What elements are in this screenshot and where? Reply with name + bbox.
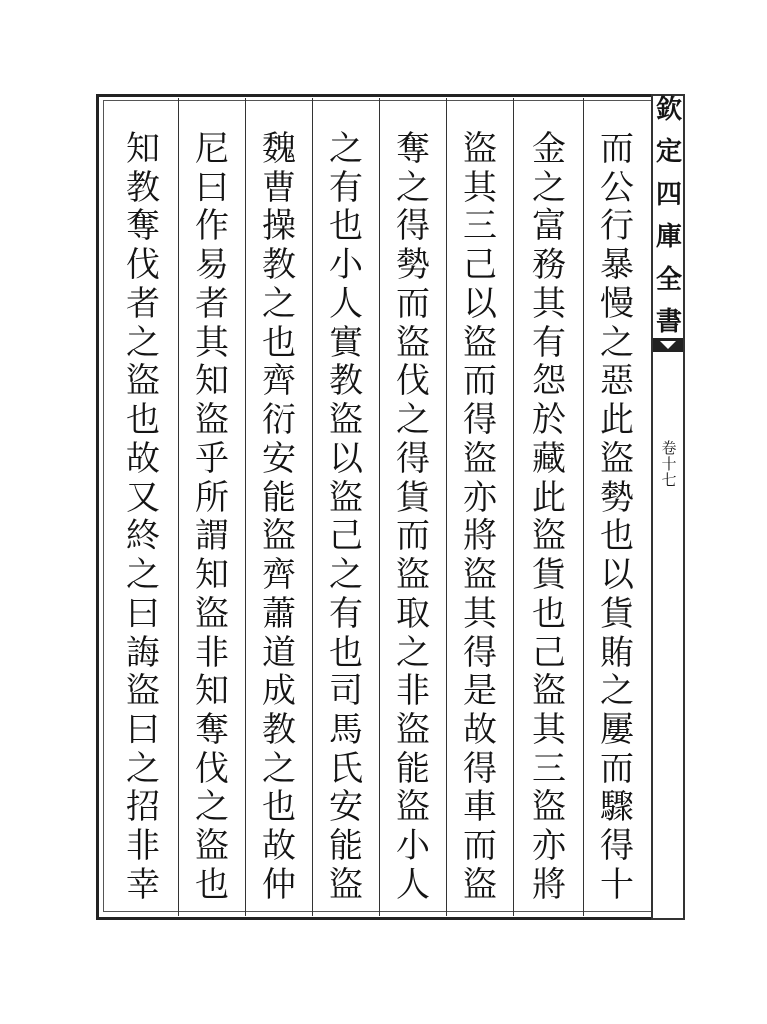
- character: 盜: [195, 593, 229, 634]
- character: 貨: [532, 555, 566, 596]
- character: 有: [532, 322, 566, 363]
- character: 其: [463, 593, 497, 634]
- character: 有: [329, 167, 363, 208]
- character: 也: [329, 632, 363, 673]
- character: 盜: [126, 361, 160, 402]
- character: 以: [463, 283, 497, 324]
- character: 得: [463, 748, 497, 789]
- character: 道: [262, 632, 296, 673]
- text-column-8: [110, 129, 176, 905]
- character: 誨: [126, 632, 160, 673]
- character: 勢: [396, 245, 430, 286]
- character: 非: [396, 671, 430, 712]
- character: 惡: [600, 361, 634, 402]
- character: 盜: [396, 322, 430, 363]
- character: 乎: [195, 438, 229, 479]
- character: 者: [126, 283, 160, 324]
- character: 藏: [532, 438, 566, 479]
- text-column-3: [447, 129, 513, 905]
- character: 終: [126, 516, 160, 557]
- character: 知: [195, 361, 229, 402]
- character: 知: [195, 555, 229, 596]
- character: 人: [329, 283, 363, 324]
- character: 車: [463, 787, 497, 828]
- character: 也: [329, 206, 363, 247]
- character: 之: [126, 322, 160, 363]
- character: 富: [532, 206, 566, 247]
- character: 安: [329, 787, 363, 828]
- character: 之: [329, 555, 363, 596]
- text-column-1: [584, 129, 650, 905]
- character: 公: [600, 167, 634, 208]
- character: 人: [396, 864, 430, 905]
- character: 伐: [195, 748, 229, 789]
- character: 奪: [126, 206, 160, 247]
- character: 盜: [126, 671, 160, 712]
- character: 又: [126, 477, 160, 518]
- character: 也: [262, 787, 296, 828]
- character: 十: [661, 455, 677, 473]
- character: 蕭: [262, 593, 296, 634]
- character: 故: [463, 710, 497, 751]
- character: 非: [195, 632, 229, 673]
- character: 易: [195, 245, 229, 286]
- character: 是: [463, 671, 497, 712]
- character: 仲: [262, 864, 296, 905]
- character: 氏: [329, 748, 363, 789]
- character: 其: [532, 283, 566, 324]
- character: 而: [396, 283, 430, 324]
- book-title: [654, 96, 684, 336]
- character: 非: [126, 826, 160, 867]
- character: 成: [262, 671, 296, 712]
- character: 慢: [600, 283, 634, 324]
- character: 盜: [396, 555, 430, 596]
- character: 曹: [262, 167, 296, 208]
- character: 也: [262, 322, 296, 363]
- character: 操: [262, 206, 296, 247]
- character: 屢: [600, 710, 634, 751]
- character: 之: [126, 748, 160, 789]
- character: 幸: [126, 864, 160, 905]
- character: 故: [262, 826, 296, 867]
- character: 有: [329, 593, 363, 634]
- character: 能: [329, 826, 363, 867]
- character: 盜: [195, 400, 229, 441]
- character: 盜: [329, 477, 363, 518]
- character: 能: [396, 748, 430, 789]
- character: 而: [463, 361, 497, 402]
- character: 賄: [600, 632, 634, 673]
- character: 己: [532, 632, 566, 673]
- character: 盜: [463, 322, 497, 363]
- character: 之: [396, 167, 430, 208]
- character: 得: [463, 400, 497, 441]
- character: 得: [463, 632, 497, 673]
- character: 將: [463, 516, 497, 557]
- character: 故: [126, 438, 160, 479]
- character: 此: [600, 400, 634, 441]
- character: 所: [195, 477, 229, 518]
- character: 驟: [600, 787, 634, 828]
- character: 此: [532, 477, 566, 518]
- text-column-5: [313, 129, 379, 905]
- character: 也: [532, 593, 566, 634]
- character: 也: [195, 864, 229, 905]
- character: 三: [532, 748, 566, 789]
- volume-label: [655, 440, 683, 488]
- character: 亦: [463, 477, 497, 518]
- character: 教: [329, 361, 363, 402]
- character: 小: [396, 826, 430, 867]
- character: 定: [655, 137, 682, 168]
- character: 己: [329, 516, 363, 557]
- character: 金: [532, 129, 566, 169]
- character: 曰: [126, 710, 160, 751]
- character: 得: [600, 826, 634, 867]
- character: 也: [126, 400, 160, 441]
- character: 教: [262, 710, 296, 751]
- character: 盜: [195, 826, 229, 867]
- character: 尼: [195, 129, 229, 169]
- character: 卷: [661, 439, 677, 457]
- character: 齊: [262, 555, 296, 596]
- character: 而: [463, 826, 497, 867]
- character: 伐: [396, 361, 430, 402]
- text-column-4: [380, 129, 446, 905]
- character: 曰: [126, 593, 160, 634]
- character: 庫: [655, 222, 682, 253]
- character: 盜: [463, 129, 497, 169]
- character: 以: [600, 555, 634, 596]
- column-rule: [513, 98, 514, 916]
- character: 伐: [126, 245, 160, 286]
- character: 全: [655, 264, 682, 295]
- character: 亦: [532, 826, 566, 867]
- character: 之: [600, 671, 634, 712]
- character: 知: [126, 129, 160, 169]
- character: 之: [262, 283, 296, 324]
- character: 之: [532, 167, 566, 208]
- character: 以: [329, 438, 363, 479]
- text-column-6: [246, 129, 312, 905]
- character: 者: [195, 283, 229, 324]
- character: 知: [195, 671, 229, 712]
- character: 奪: [396, 129, 430, 169]
- character: 奪: [195, 710, 229, 751]
- character: 將: [532, 864, 566, 905]
- character: 怨: [532, 361, 566, 402]
- character: 盜: [463, 864, 497, 905]
- character: 欽: [655, 95, 682, 125]
- character: 也: [600, 516, 634, 557]
- character: 三: [463, 206, 497, 247]
- character: 之: [396, 632, 430, 673]
- character: 之: [329, 129, 363, 169]
- character: 小: [329, 245, 363, 286]
- character: 之: [600, 322, 634, 363]
- character: 盜: [532, 516, 566, 557]
- character: 取: [396, 593, 430, 634]
- character: 己: [463, 245, 497, 286]
- character: 能: [262, 477, 296, 518]
- character: 安: [262, 438, 296, 479]
- character: 貨: [396, 477, 430, 518]
- character: 衍: [262, 400, 296, 441]
- character: 盜: [463, 555, 497, 596]
- character: 務: [532, 245, 566, 286]
- character: 十: [600, 864, 634, 905]
- character: 而: [600, 129, 634, 169]
- character: 謂: [195, 516, 229, 557]
- character: 盜: [396, 710, 430, 751]
- character: 勢: [600, 477, 634, 518]
- character: 魏: [262, 129, 296, 169]
- character: 盜: [396, 787, 430, 828]
- character: 盜: [262, 516, 296, 557]
- character: 馬: [329, 710, 363, 751]
- character: 教: [126, 167, 160, 208]
- character: 之: [396, 400, 430, 441]
- character: 司: [329, 671, 363, 712]
- text-column-2: [516, 129, 582, 905]
- character: 之: [262, 748, 296, 789]
- character: 之: [195, 787, 229, 828]
- character: 其: [463, 167, 497, 208]
- character: 盜: [329, 864, 363, 905]
- character: 盜: [600, 438, 634, 479]
- character: 作: [195, 206, 229, 247]
- text-column-7: [179, 129, 245, 905]
- character: 貨: [600, 593, 634, 634]
- character: 而: [396, 516, 430, 557]
- character: 其: [532, 710, 566, 751]
- character: 暴: [600, 245, 634, 286]
- character: 盜: [532, 671, 566, 712]
- character: 得: [396, 206, 430, 247]
- character: 盜: [463, 438, 497, 479]
- character: 其: [195, 322, 229, 363]
- character: 曰: [195, 167, 229, 208]
- character: 實: [329, 322, 363, 363]
- character: 盜: [532, 787, 566, 828]
- character: 之: [126, 555, 160, 596]
- character: 盜: [329, 400, 363, 441]
- character: 招: [126, 787, 160, 828]
- character: 而: [600, 748, 634, 789]
- character: 四: [655, 179, 682, 210]
- character: 齊: [262, 361, 296, 402]
- character: 於: [532, 400, 566, 441]
- character: 七: [661, 471, 677, 489]
- character: 教: [262, 245, 296, 286]
- character: 行: [600, 206, 634, 247]
- character: 書: [655, 306, 682, 337]
- character: 得: [396, 438, 430, 479]
